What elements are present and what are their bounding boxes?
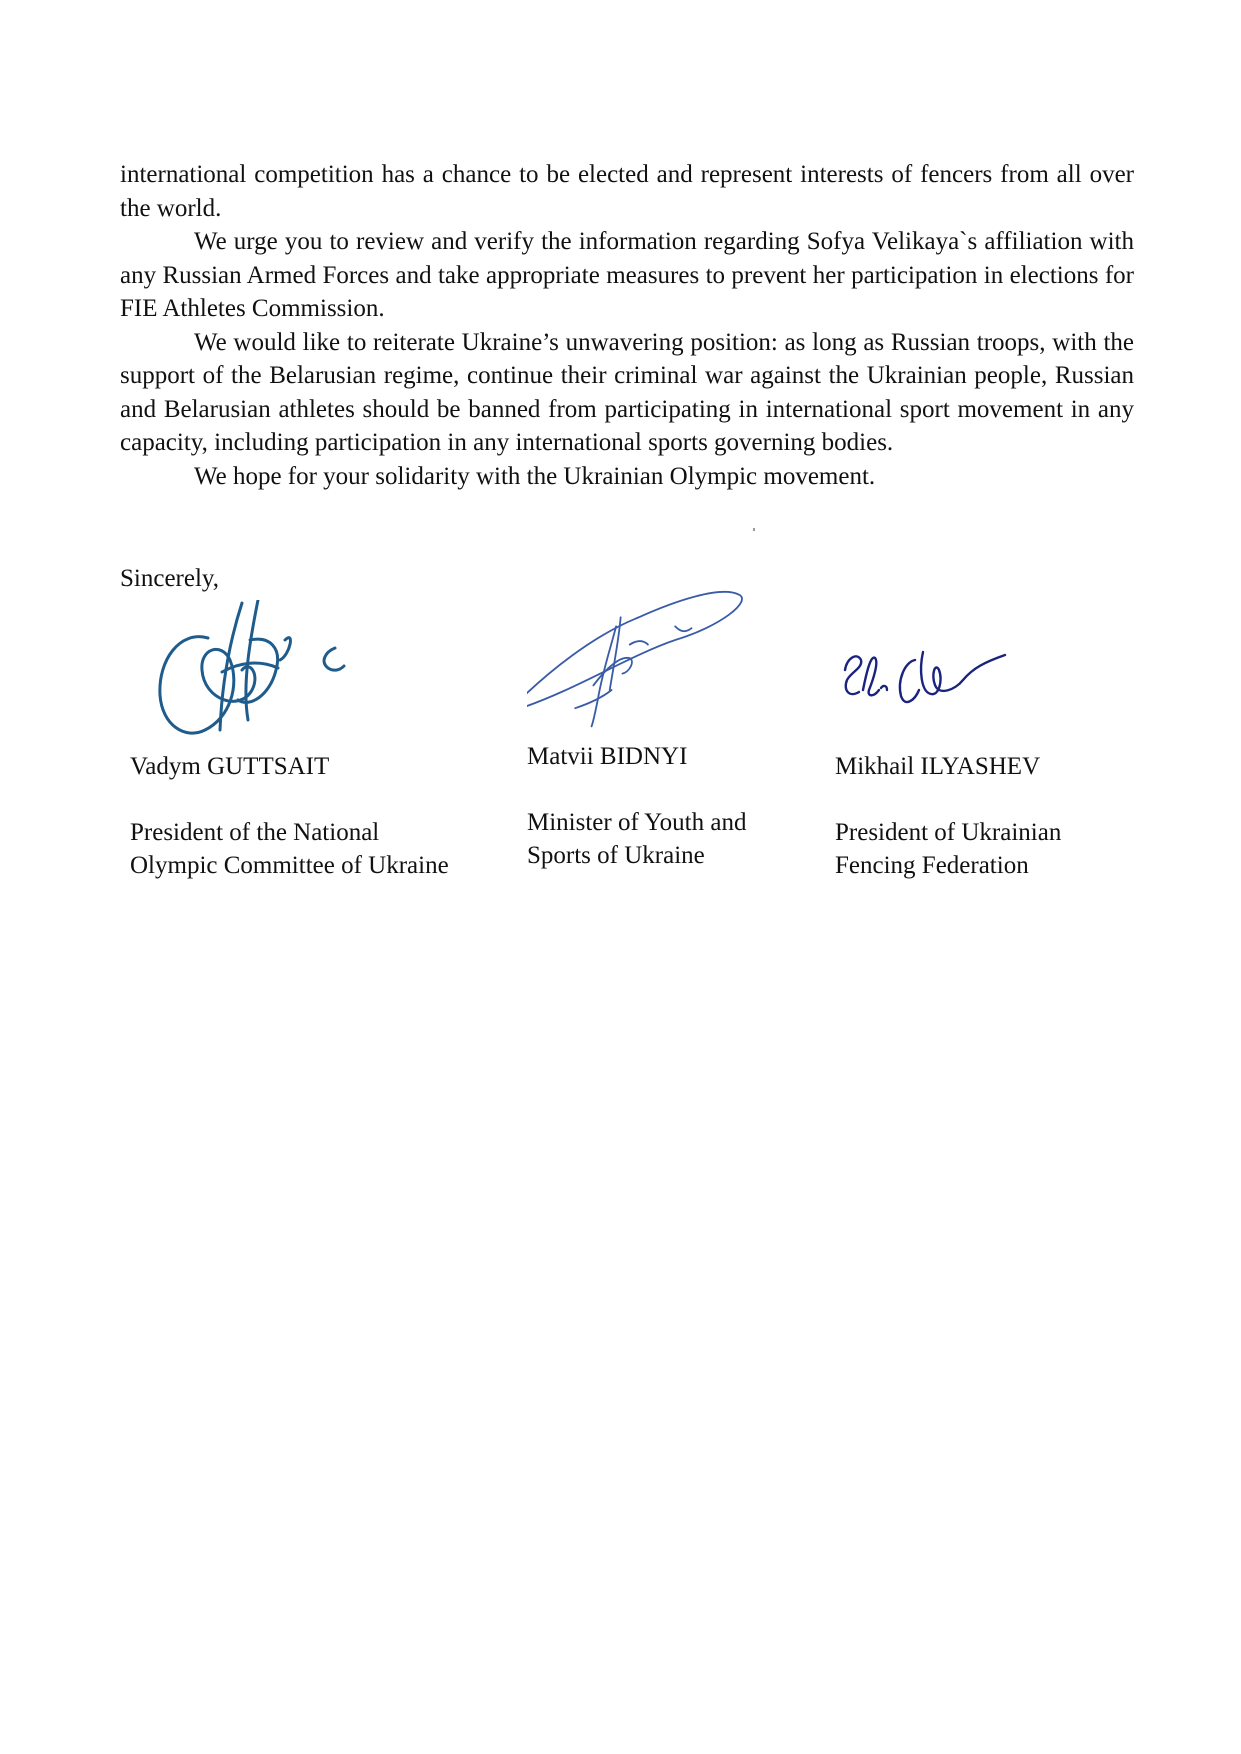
paragraph-2: We urge you to review and verify the information regarding Sofya Velikaya`s affiliation with any Russian Armed Forces and take appropriate measures to prevent her participation in elections for FIE Athletes Commission.	[120, 228, 1134, 322]
signature-guttsait	[130, 600, 360, 750]
signatory-name: Mikhail ILYASHEV	[835, 753, 1041, 780]
signatory-role-line-1: President of the National	[130, 819, 380, 846]
signatory-bidnyi	[527, 600, 827, 872]
paragraph-1: international competition has a chance to be elected and represent interests of fencers from all over the world.	[120, 161, 1134, 222]
signatory-ilyashev	[835, 600, 1135, 882]
signatory-name: Matvii BIDNYI	[527, 743, 688, 770]
signatory-guttsait	[130, 600, 500, 882]
letter-body	[120, 158, 1134, 493]
signatory-role-line-2: Fencing Federation	[835, 852, 1029, 879]
signatory-role-line-1: President of Ukrainian	[835, 819, 1062, 846]
signature-ilyashev	[835, 600, 1035, 750]
signatory-role-line-2: Olympic Committee of Ukraine	[130, 852, 449, 879]
signatory-role-line-2: Sports of Ukraine	[527, 842, 705, 869]
paragraph-4: We hope for your solidarity with the Ukrainian Olympic movement.	[194, 462, 876, 490]
closing-salutation: Sincerely,	[120, 565, 220, 592]
signatory-name: Vadym GUTTSAIT	[130, 753, 330, 780]
paragraph-3: We would like to reiterate Ukraine’s unwavering position: as long as Russian troops, with the support of the Belarusian regime, continue their criminal war against the Ukrainian people, Russian and Belarusian athletes should be banned from participating in international sport movement in any capacity, including participation in any international sports governing bodies.	[120, 328, 1134, 456]
signatory-role-line-1: Minister of Youth and	[527, 809, 747, 836]
stray-ink-mark	[753, 528, 755, 531]
signature-bidnyi	[527, 590, 787, 740]
